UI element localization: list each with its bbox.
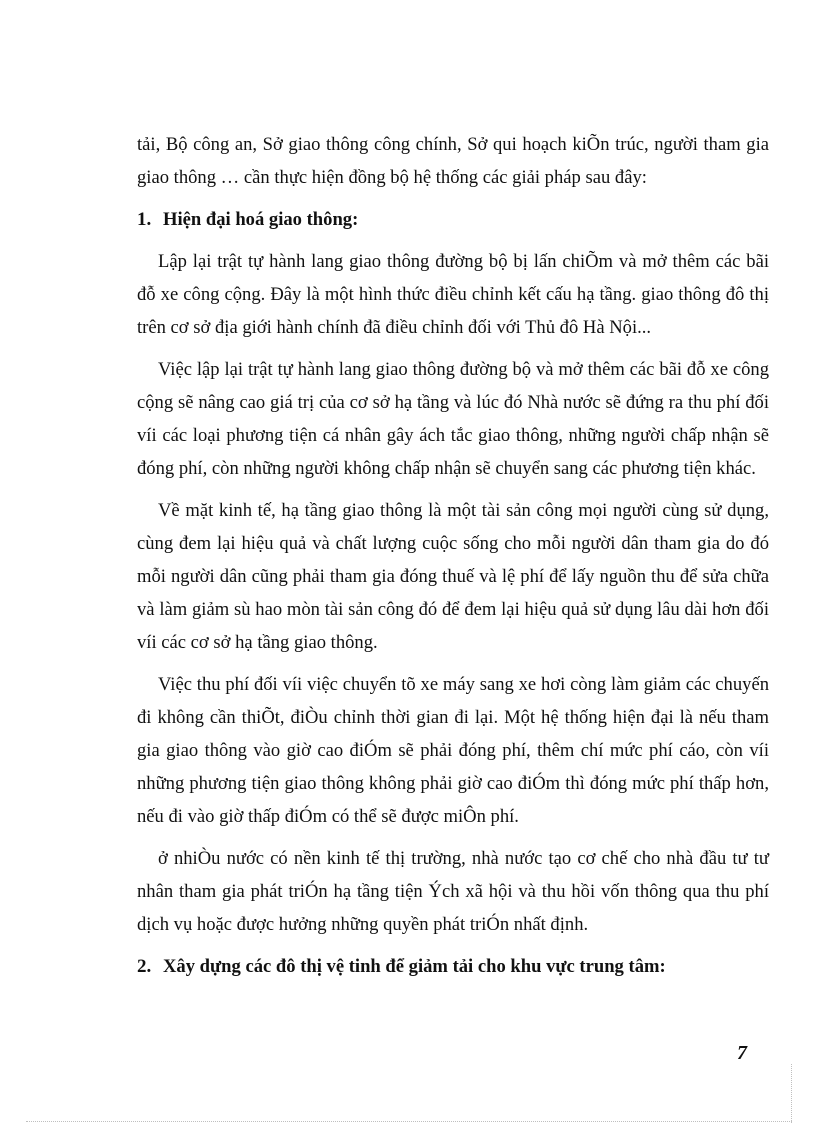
paragraph: Lập lại trật tự hành lang giao thông đường bộ bị lấn chiÕm và mở thêm các bãi đỗ xe công cộng. Đây là một hình thức điều chỉnh kết cấu hạ tầng. giao thông đô thị trên cơ sở địa giới hành chính đã điều chỉnh đối với Thủ đô Hà Nội... bbox=[137, 251, 769, 338]
page-number: 7 bbox=[737, 1042, 747, 1064]
section-number: 2. bbox=[137, 956, 152, 977]
section-heading-2 bbox=[137, 950, 769, 983]
paragraph-continuation: tải, Bộ công an, Sở giao thông công chính, Sở qui hoạch kiÕn trúc, người tham gia giao thông … cần thực hiện đồng bộ hệ thống các giải pháp sau đây: bbox=[137, 134, 769, 188]
paragraph: ở nhiÒu nước có nền kinh tế thị trường, nhà nước tạo cơ chế cho nhà đầu tư tư nhân tham gia phát triÓn hạ tầng tiện Ých xã hội và thu hồi vốn thông qua thu phí dịch vụ hoặc được hưởng những quyền phát triÓn nhất định. bbox=[137, 848, 769, 935]
section-title: Xây dựng các đô thị vệ tinh để giảm tải cho khu vực trung tâm: bbox=[163, 956, 666, 977]
paragraph: Việc thu phí đối víi việc chuyển tõ xe máy sang xe hơi còng làm giảm các chuyến đi không cần thiÕt, điÒu chỉnh thời gian đi lại. Một hệ thống hiện đại là nếu tham gia giao thông vào giờ cao điÓm sẽ phải đóng phí, thêm chí mức phí cáo, còn víi những phương tiện giao thông không phải giờ cao điÓm thì đóng mức phí thấp hơn, nếu đi vào giờ thấp điÓm có thể sẽ được miÔn phí. bbox=[137, 674, 769, 827]
page-border-bottom bbox=[26, 1121, 792, 1122]
page-border-right bbox=[791, 1064, 792, 1123]
section-number: 1. bbox=[137, 209, 152, 230]
paragraph: Việc lập lại trật tự hành lang giao thông đường bộ và mở thêm các bãi đỗ xe công cộng sẽ nâng cao giá trị của cơ sở hạ tầng và lúc đó Nhà nước sẽ đứng ra thu phí đối víi các loại phương tiện cá nhân gây ách tắc giao thông, những người chấp nhận sẽ đóng phí, còn những người không chấp nhận sẽ chuyển sang các phương tiện khác. bbox=[137, 359, 769, 479]
section-title: Hiện đại hoá giao thông: bbox=[163, 209, 359, 230]
paragraph: Về mặt kinh tế, hạ tầng giao thông là một tài sản công mọi người cùng sử dụng, cùng đem lại hiệu quả và chất lượng cuộc sống cho mỗi người dân tham gia do đó mỗi người dân cũng phải tham gia đóng thuế và lệ phí để lấy nguồn thu để sửa chữa và làm giảm sù hao mòn tài sản công đó để đem lại hiệu quả sử dụng lâu dài hơn đối víi các cơ sở hạ tầng giao thông. bbox=[137, 500, 769, 653]
page-body bbox=[137, 128, 769, 992]
section-heading-1 bbox=[137, 203, 769, 236]
